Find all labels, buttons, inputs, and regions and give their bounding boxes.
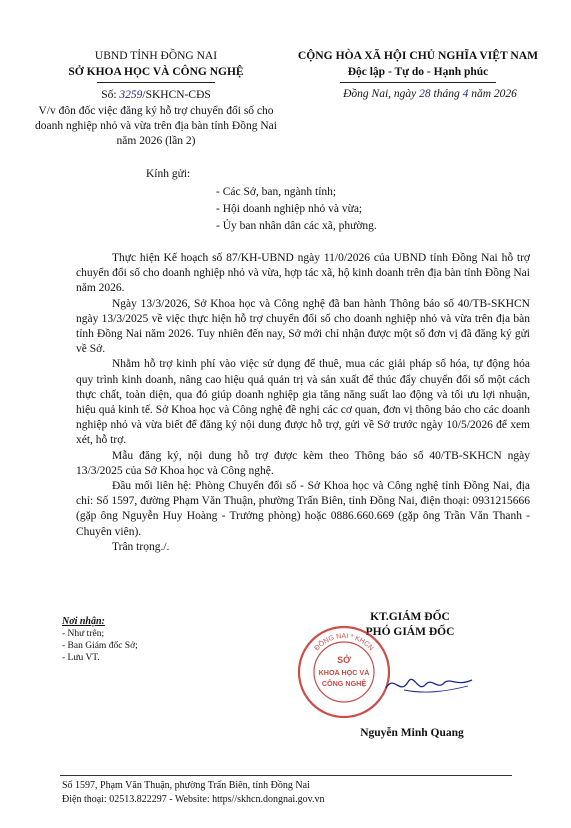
recipient-item: - Ủy ban nhân dân các xã, phường.	[216, 220, 377, 232]
national-title: CỘNG HÒA XÃ HỘI CHỦ NGHĨA VIỆT NAM	[297, 49, 539, 62]
date-day: 28	[419, 88, 431, 100]
document-number	[40, 89, 272, 101]
body-paragraph: Thực hiện Kế hoạch số 87/KH-UBND ngày 11/0/2026 của UBND tỉnh Đồng Nai hỗ trợ chuyển đổi số cho doanh nghiệp nhỏ và vừa, hợp tác xã, hộ kinh doanh trên địa bàn tỉnh Đồng Nai năm 2026.	[76, 252, 530, 295]
motto-underline	[340, 82, 496, 83]
closing-line: Trân trọng./.	[112, 540, 170, 553]
distribution-title: Nơi nhận:	[62, 616, 105, 627]
body-paragraph: Mẫu đăng ký, nội dung hỗ trợ được kèm theo Thông báo số 40/TB-SKHCN ngày 13/3/2025 của Sở Khoa học và Công nghệ.	[76, 449, 530, 477]
date-month-label: tháng	[430, 88, 463, 100]
document-date	[300, 88, 560, 100]
issuer-department: SỞ KHOA HỌC VÀ CÔNG NGHỆ	[68, 66, 244, 78]
distribution-item: - Như trên;	[62, 629, 105, 639]
handwritten-signature	[384, 668, 474, 698]
national-header	[274, 48, 562, 83]
footer-divider	[60, 775, 512, 776]
document-number-label: Số:	[101, 89, 120, 101]
seal-arc-text: ĐỒNG NAI * KHCN	[313, 632, 375, 653]
signer-position: PHÓ GIÁM ĐỐC	[365, 625, 455, 638]
document-number-value: 3259	[119, 89, 143, 101]
body-paragraph: Đầu mối liên hệ: Phòng Chuyển đổi số - Sở Khoa học và Công nghệ tỉnh Đồng Nai, địa chỉ: Số 1597, đường Phạm Văn Thuận, phường Trấn Biên, tỉnh Đồng Nai, điện thoại: 0931215666 (gặp ông Nguyễn Huy Hoàng - Trưởng phòng) hoặc 0886.660.669 (gặp ông Trần Văn Thanh - Chuyên viên).	[76, 480, 530, 538]
footer-address: Số 1597, Phạm Văn Thuận, phường Trấn Biên, tỉnh Đồng Nai	[62, 780, 310, 791]
issuer-province: UBND TỈNH ĐỒNG NAI	[94, 50, 218, 62]
signer-name: Nguyễn Minh Quang	[360, 727, 464, 739]
official-seal	[296, 624, 392, 720]
national-motto: Độc lập - Tự do - Hạnh phúc	[347, 66, 489, 78]
distribution-list	[62, 616, 138, 664]
document-subject: V/v đôn đốc việc đăng ký hỗ trợ chuyển đổi số cho doanh nghiệp nhỏ và vừa trên địa bàn tỉnh Đồng Nai năm 2026 (lần 2)	[35, 105, 277, 147]
recipient-item: - Hội doanh nghiệp nhỏ và vừa;	[216, 203, 363, 215]
body-paragraph: Nhằm hỗ trợ kinh phí vào việc sử dụng để thuê, mua các giải pháp số hóa, tự động hóa quy trình kinh doanh, nâng cao hiệu quả quản trị và sản xuất để thúc đẩy chuyển đổi số một cách thực chất, toàn diện, qua đó giúp doanh nghiệp gia tăng năng suất lao động và tối ưu lợi nhuận, hiệu quả kinh tế. Sở Khoa học và Công nghệ đề nghị các cơ quan, đơn vị thông báo cho các doanh nghiệp nhỏ và vừa biết để đăng ký nội dung được hỗ trợ, gửi về Sở trước ngày 10/5/2026 để xem xét, hỗ trợ.	[76, 358, 530, 447]
date-year: năm 2026	[468, 88, 517, 100]
issuer-underline	[97, 82, 215, 83]
recipient-item: - Các Sở, ban, ngành tỉnh;	[216, 186, 337, 198]
seal-line: SỞ	[337, 655, 351, 665]
footer-contact: Điện thoại: 02513.822297 - Website: https//skhcn.dongnai.gov.vn	[62, 793, 325, 805]
distribution-item: - Lưu VT.	[62, 653, 100, 663]
date-prefix: Đồng Nai, ngày	[343, 88, 420, 100]
footer	[62, 779, 325, 806]
seal-line: CÔNG NGHỆ	[321, 679, 367, 688]
letter-body	[76, 251, 530, 555]
body-paragraph: Ngày 13/3/2026, Sở Khoa học và Công nghệ đã ban hành Thông báo số 40/TB-SKHCN ngày 13/3/2025 về việc thực hiện hỗ trợ chuyển đổi số cho doanh nghiệp nhỏ và vừa trên địa bàn tỉnh Đồng Nai năm 2026. Tuy nhiên đến nay, Sở mới chỉ nhận được một số đơn vị đã đăng ký gửi về Sở.	[76, 297, 530, 356]
issuer-header	[40, 48, 272, 83]
recipients-label: Kính gửi:	[146, 168, 191, 180]
distribution-item: - Ban Giám đốc Sở;	[62, 641, 138, 651]
date-month: 4	[462, 88, 469, 100]
recipients-list	[216, 184, 377, 235]
seal-line: KHOA HỌC VÀ	[318, 668, 370, 677]
signer-authority: KT.GIÁM ĐỐC	[370, 611, 450, 623]
document-number-suffix: /SKHCN-CĐS	[142, 89, 211, 101]
